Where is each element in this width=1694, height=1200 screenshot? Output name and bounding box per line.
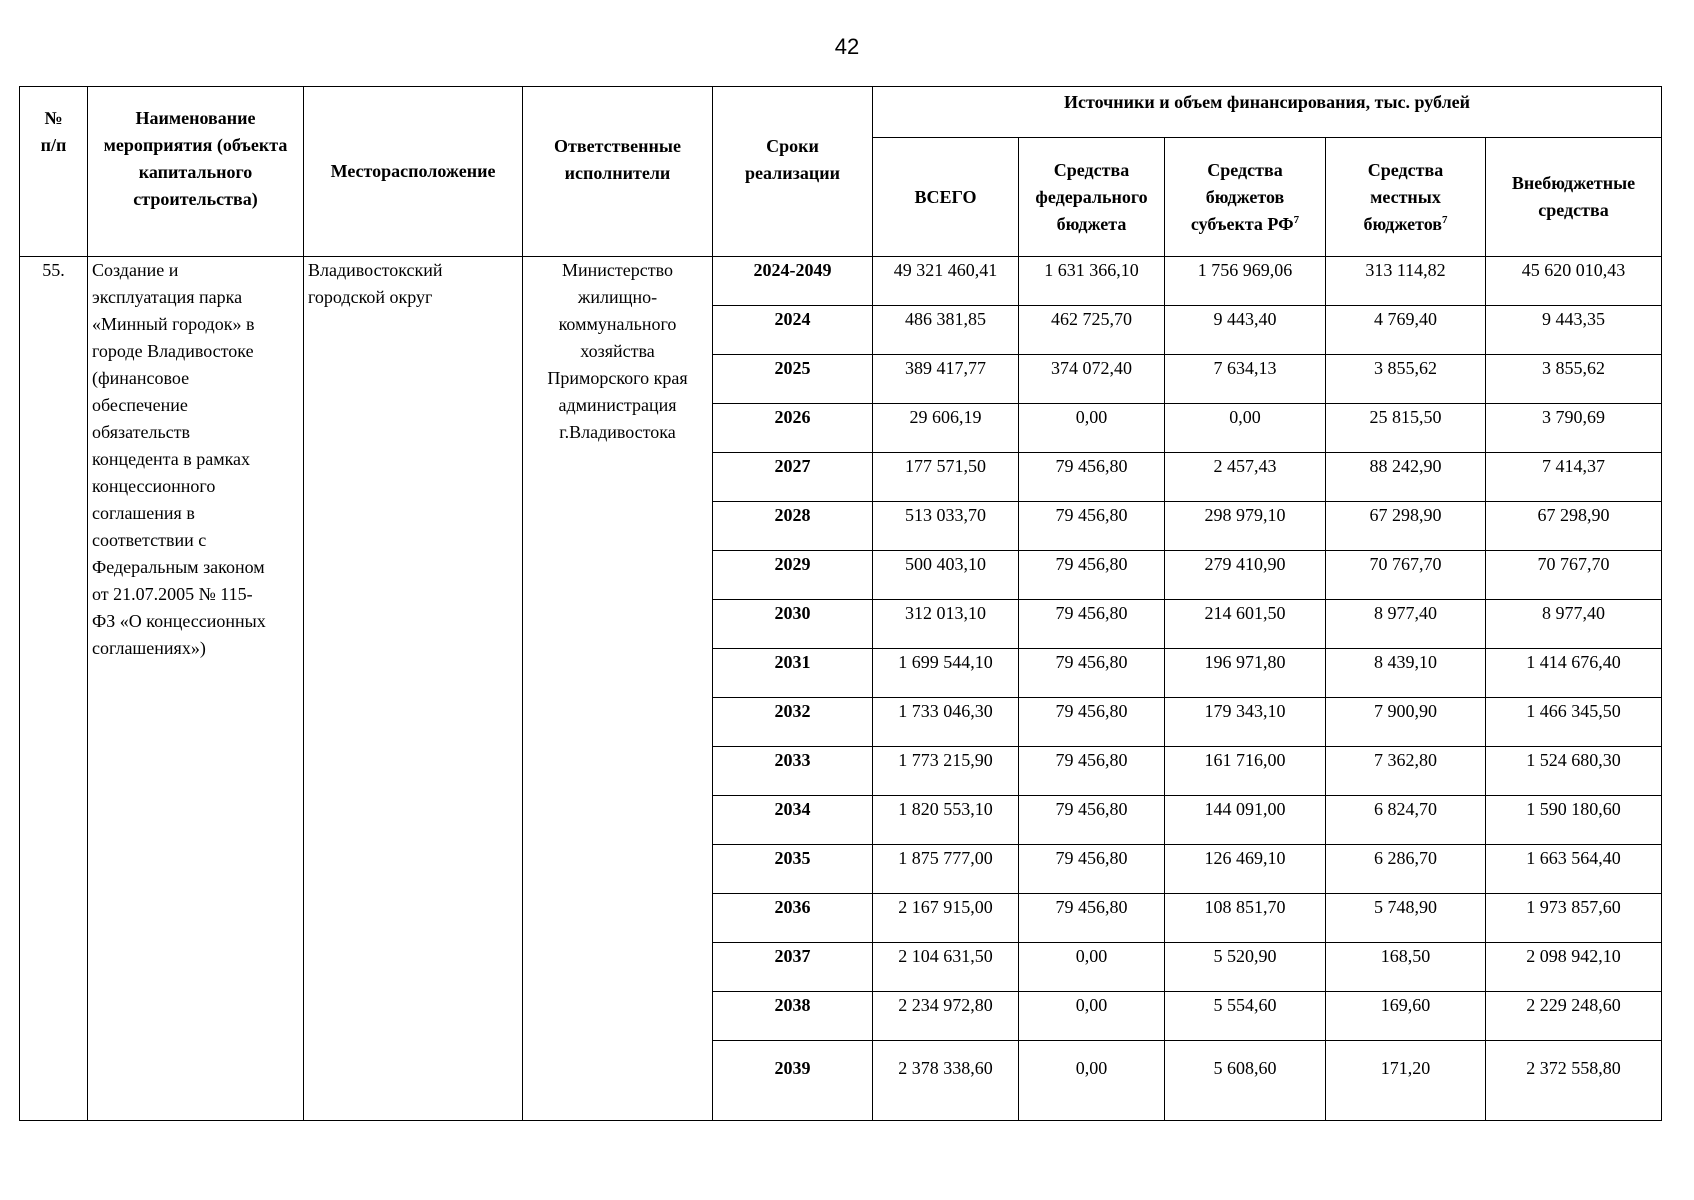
cell-local: 168,50 <box>1326 943 1486 992</box>
cell-year: 2032 <box>713 698 873 747</box>
cell-local: 6 824,70 <box>1326 796 1486 845</box>
cell-regional: 126 469,10 <box>1165 845 1326 894</box>
cell-local: 169,60 <box>1326 992 1486 1041</box>
cell-local: 171,20 <box>1326 1041 1486 1121</box>
entry-name-line: Создание и <box>92 260 179 280</box>
cell-year: 2027 <box>713 453 873 502</box>
cell-offbudget: 1 663 564,40 <box>1486 845 1662 894</box>
cell-regional: 7 634,13 <box>1165 355 1326 404</box>
entry-name <box>88 257 304 1121</box>
cell-offbudget: 3 790,69 <box>1486 404 1662 453</box>
cell-year: 2030 <box>713 600 873 649</box>
entry-responsible-line: Министерство <box>562 260 673 280</box>
cell-federal: 79 456,80 <box>1019 698 1165 747</box>
cell-federal: 79 456,80 <box>1019 453 1165 502</box>
header-local-line: местных <box>1370 186 1441 207</box>
cell-year: 2033 <box>713 747 873 796</box>
cell-offbudget: 67 298,90 <box>1486 502 1662 551</box>
cell-offbudget: 1 590 180,60 <box>1486 796 1662 845</box>
cell-year: 2039 <box>713 1041 873 1121</box>
cell-local: 88 242,90 <box>1326 453 1486 502</box>
cell-offbudget: 3 855,62 <box>1486 355 1662 404</box>
cell-total: 2 104 631,50 <box>873 943 1019 992</box>
entry-name-line: городе Владивостоке <box>92 341 254 361</box>
cell-local: 5 748,90 <box>1326 894 1486 943</box>
cell-regional: 196 971,80 <box>1165 649 1326 698</box>
entry-name-line: концессионного <box>92 476 216 496</box>
cell-federal: 462 725,70 <box>1019 306 1165 355</box>
cell-federal: 79 456,80 <box>1019 502 1165 551</box>
table-row <box>20 257 1662 306</box>
cell-federal: 0,00 <box>1019 404 1165 453</box>
cell-year: 2038 <box>713 992 873 1041</box>
entry-responsible-line: г.Владивостока <box>559 422 676 442</box>
header-terms-line: Сроки <box>766 136 819 156</box>
header-offbudget-line: Внебюджетные <box>1511 173 1636 193</box>
entry-name-line: соглашения в <box>92 503 195 523</box>
cell-total: 312 013,10 <box>873 600 1019 649</box>
cell-federal: 79 456,80 <box>1019 551 1165 600</box>
cell-regional: 5 520,90 <box>1165 943 1326 992</box>
header-local-line <box>1326 211 1485 238</box>
cell-local: 4 769,40 <box>1326 306 1486 355</box>
header-offbudget-line: средства <box>1538 200 1609 220</box>
header-federal-line: федерального <box>1035 186 1148 207</box>
entry-name-line: Федеральным законом <box>92 557 265 577</box>
cell-federal: 0,00 <box>1019 1041 1165 1121</box>
header-regional-line: бюджетов <box>1205 186 1285 207</box>
cell-federal: 79 456,80 <box>1019 845 1165 894</box>
cell-local: 313 114,82 <box>1326 257 1486 306</box>
footnote-ref: 7 <box>1442 213 1448 226</box>
cell-total: 49 321 460,41 <box>873 257 1019 306</box>
entry-responsible-line: коммунального <box>558 314 677 334</box>
cell-offbudget: 70 767,70 <box>1486 551 1662 600</box>
cell-regional: 179 343,10 <box>1165 698 1326 747</box>
cell-regional: 298 979,10 <box>1165 502 1326 551</box>
cell-offbudget: 2 098 942,10 <box>1486 943 1662 992</box>
header-name-line: строительства) <box>133 189 258 209</box>
entry-location-line: городской округ <box>308 287 433 307</box>
entry-name-line: соглашениях») <box>92 638 206 658</box>
header-federal <box>1019 138 1165 257</box>
header-offbudget <box>1486 138 1662 257</box>
cell-offbudget: 7 414,37 <box>1486 453 1662 502</box>
cell-federal: 79 456,80 <box>1019 747 1165 796</box>
cell-local: 25 815,50 <box>1326 404 1486 453</box>
header-num-line: № <box>44 108 63 128</box>
table-header <box>20 87 1662 257</box>
cell-federal: 79 456,80 <box>1019 894 1165 943</box>
header-sources: Источники и объем финансирования, тыс. рублей <box>873 87 1662 138</box>
cell-total: 177 571,50 <box>873 453 1019 502</box>
cell-offbudget: 1 466 345,50 <box>1486 698 1662 747</box>
cell-regional: 1 756 969,06 <box>1165 257 1326 306</box>
header-terms-line: реализации <box>745 163 840 183</box>
cell-local: 70 767,70 <box>1326 551 1486 600</box>
header-name-line: Наименование <box>135 108 256 128</box>
cell-offbudget: 45 620 010,43 <box>1486 257 1662 306</box>
cell-total: 1 773 215,90 <box>873 747 1019 796</box>
header-federal-line: бюджета <box>1056 213 1127 234</box>
cell-total: 513 033,70 <box>873 502 1019 551</box>
cell-offbudget: 1 414 676,40 <box>1486 649 1662 698</box>
entry-responsible-line: Приморского края <box>547 368 688 388</box>
header-regional-text: субъекта РФ <box>1190 213 1294 234</box>
header-local-line: Средства <box>1367 159 1444 180</box>
cell-total: 500 403,10 <box>873 551 1019 600</box>
entry-name-line: соответствии с <box>92 530 207 550</box>
cell-total: 2 378 338,60 <box>873 1041 1019 1121</box>
entry-name-line: (финансовое <box>92 368 190 388</box>
cell-federal: 374 072,40 <box>1019 355 1165 404</box>
entry-name-line: от 21.07.2005 № 115- <box>92 584 253 604</box>
entry-name-line: эксплуатация парка <box>92 287 243 307</box>
cell-year: 2036 <box>713 894 873 943</box>
cell-total: 486 381,85 <box>873 306 1019 355</box>
cell-federal: 1 631 366,10 <box>1019 257 1165 306</box>
cell-year: 2035 <box>713 845 873 894</box>
cell-local: 7 900,90 <box>1326 698 1486 747</box>
header-name-line: капитального <box>138 162 253 182</box>
cell-total: 1 733 046,30 <box>873 698 1019 747</box>
cell-total: 2 167 915,00 <box>873 894 1019 943</box>
header-responsible-line: Ответственные <box>554 136 681 156</box>
cell-regional: 9 443,40 <box>1165 306 1326 355</box>
cell-regional: 214 601,50 <box>1165 600 1326 649</box>
cell-local: 8 977,40 <box>1326 600 1486 649</box>
entry-name-line: обязательств <box>92 422 191 442</box>
header-name <box>88 87 304 257</box>
header-num-line: п/п <box>40 135 67 155</box>
cell-federal: 0,00 <box>1019 992 1165 1041</box>
cell-local: 3 855,62 <box>1326 355 1486 404</box>
cell-regional: 279 410,90 <box>1165 551 1326 600</box>
cell-offbudget: 8 977,40 <box>1486 600 1662 649</box>
cell-offbudget: 1 973 857,60 <box>1486 894 1662 943</box>
header-regional-line <box>1165 211 1325 238</box>
cell-regional: 161 716,00 <box>1165 747 1326 796</box>
cell-year: 2034 <box>713 796 873 845</box>
cell-offbudget: 9 443,35 <box>1486 306 1662 355</box>
cell-regional: 5 608,60 <box>1165 1041 1326 1121</box>
cell-total: 2 234 972,80 <box>873 992 1019 1041</box>
header-location: Месторасположение <box>304 87 523 257</box>
entry-name-line: ФЗ «О концессионных <box>92 611 266 631</box>
cell-total: 389 417,77 <box>873 355 1019 404</box>
cell-total: 1 820 553,10 <box>873 796 1019 845</box>
entry-location <box>304 257 523 1121</box>
footnote-ref: 7 <box>1293 213 1300 226</box>
entry-name-line: концедента в рамках <box>92 449 251 469</box>
cell-year: 2026 <box>713 404 873 453</box>
cell-local: 6 286,70 <box>1326 845 1486 894</box>
header-num <box>20 87 88 257</box>
cell-year: 2029 <box>713 551 873 600</box>
header-responsible <box>523 87 713 257</box>
cell-total: 1 875 777,00 <box>873 845 1019 894</box>
cell-regional: 144 091,00 <box>1165 796 1326 845</box>
cell-year: 2037 <box>713 943 873 992</box>
table-body <box>20 257 1662 1121</box>
entry-responsible-line: администрация <box>558 395 677 415</box>
header-federal-line: Средства <box>1053 159 1130 180</box>
cell-federal: 79 456,80 <box>1019 796 1165 845</box>
cell-offbudget: 1 524 680,30 <box>1486 747 1662 796</box>
cell-total: 1 699 544,10 <box>873 649 1019 698</box>
header-regional <box>1165 138 1326 257</box>
cell-offbudget: 2 229 248,60 <box>1486 992 1662 1041</box>
cell-local: 8 439,10 <box>1326 649 1486 698</box>
entry-responsible-line: хозяйства <box>580 341 655 361</box>
cell-total: 29 606,19 <box>873 404 1019 453</box>
cell-federal: 0,00 <box>1019 943 1165 992</box>
entry-name-line: обеспечение <box>92 395 188 415</box>
entry-number: 55. <box>20 257 88 1121</box>
header-local-text: бюджетов <box>1363 213 1442 234</box>
financing-table <box>19 86 1662 1121</box>
cell-year: 2028 <box>713 502 873 551</box>
header-responsible-line: исполнители <box>564 163 671 183</box>
cell-offbudget: 2 372 558,80 <box>1486 1041 1662 1121</box>
cell-federal: 79 456,80 <box>1019 600 1165 649</box>
header-local <box>1326 138 1486 257</box>
entry-location-line: Владивостокский <box>308 260 443 280</box>
cell-year: 2025 <box>713 355 873 404</box>
entry-responsible <box>523 257 713 1121</box>
header-name-line: мероприятия (объекта <box>103 135 288 155</box>
entry-name-line: «Минный городок» в <box>92 314 255 334</box>
cell-local: 67 298,90 <box>1326 502 1486 551</box>
cell-regional: 2 457,43 <box>1165 453 1326 502</box>
page-number: 42 <box>834 34 860 59</box>
header-regional-line: Средства <box>1207 159 1283 180</box>
cell-year: 2031 <box>713 649 873 698</box>
cell-regional: 5 554,60 <box>1165 992 1326 1041</box>
cell-regional: 108 851,70 <box>1165 894 1326 943</box>
header-terms <box>713 87 873 257</box>
cell-regional: 0,00 <box>1165 404 1326 453</box>
entry-responsible-line: жилищно- <box>577 287 658 307</box>
cell-year: 2024-2049 <box>713 257 873 306</box>
cell-federal: 79 456,80 <box>1019 649 1165 698</box>
cell-local: 7 362,80 <box>1326 747 1486 796</box>
cell-year: 2024 <box>713 306 873 355</box>
header-total: ВСЕГО <box>873 138 1019 257</box>
